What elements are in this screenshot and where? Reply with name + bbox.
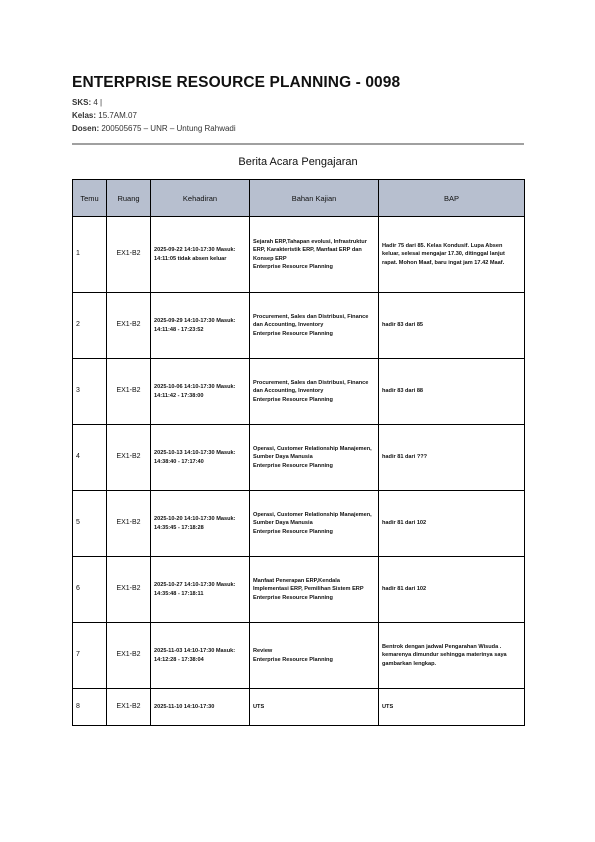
cell-bap: Hadir 75 dari 85. Kelas Kondusif. Lupa Absen keluar, selesai mengajar 17.30, ditinggal lanjut rapat. Mohon Maaf, baru ingat jam 17.42 Maaf. — [379, 217, 525, 293]
cell-ruang: EX1-B2 — [107, 359, 151, 425]
bahan-course: Enterprise Resource Planning — [253, 528, 333, 535]
cell-bahan-kajian — [250, 425, 379, 491]
bahan-course: Enterprise Resource Planning — [253, 330, 333, 337]
cell-temu: 8 — [73, 689, 107, 726]
table-row — [73, 491, 525, 557]
cell-bap: hadir 83 dari 88 — [379, 359, 525, 425]
bahan-topics: Operasi, Customer Relationship Manajemen, Sumber Daya Manusia — [253, 445, 372, 461]
table-row — [73, 217, 525, 293]
kelas-line — [72, 111, 137, 120]
cell-bap: hadir 83 dari 85 — [379, 293, 525, 359]
table-row — [73, 557, 525, 623]
cell-temu: 5 — [73, 491, 107, 557]
cell-bap: hadir 81 dari 102 — [379, 557, 525, 623]
dosen-label: Dosen: — [72, 124, 100, 133]
cell-kehadiran: 2025-10-06 14:10-17:30 Masuk: 14:11:42 - 17:38:00 — [151, 359, 250, 425]
bahan-topics: UTS — [253, 703, 265, 710]
bahan-course: Enterprise Resource Planning — [253, 462, 333, 469]
cell-ruang: EX1-B2 — [107, 217, 151, 293]
header-divider — [72, 143, 524, 145]
cell-ruang: EX1-B2 — [107, 293, 151, 359]
cell-kehadiran: 2025-11-03 14:10-17:30 Masuk: 14:12:28 - 17:38:04 — [151, 623, 250, 689]
bahan-topics: Review — [253, 648, 273, 655]
kelas-label: Kelas: — [72, 111, 97, 120]
bahan-topics: Procurement, Sales dan Distribusi, Finance dan Accounting, Inventory — [253, 379, 369, 395]
bahan-topics: Operasi, Customer Relationship Manajemen, Sumber Daya Manusia — [253, 511, 372, 527]
col-header-kehadiran: Kehadiran — [151, 180, 250, 217]
cell-ruang: EX1-B2 — [107, 425, 151, 491]
cell-kehadiran: 2025-10-20 14:10-17:30 Masuk: 14:35:45 - 17:18:28 — [151, 491, 250, 557]
cell-ruang: EX1-B2 — [107, 491, 151, 557]
dosen-value: 200505675 – UNR – Untung Rahwadi — [99, 124, 236, 133]
bahan-topics: Procurement, Sales dan Distribusi, Finance dan Accounting, Inventory — [253, 313, 369, 329]
bap-table — [72, 179, 525, 726]
cell-temu: 2 — [73, 293, 107, 359]
bahan-course: Enterprise Resource Planning — [253, 594, 333, 601]
kelas-value: 15.7AM.07 — [96, 111, 137, 120]
col-header-temu: Temu — [73, 180, 107, 217]
cell-kehadiran: 2025-09-22 14:10-17:30 Masuk: 14:11:05 tidak absen keluar — [151, 217, 250, 293]
cell-temu: 7 — [73, 623, 107, 689]
table-row — [73, 689, 525, 726]
cell-ruang: EX1-B2 — [107, 689, 151, 726]
cell-temu: 6 — [73, 557, 107, 623]
cell-kehadiran: 2025-10-27 14:10-17:30 Masuk: 14:35:48 - 17:18:11 — [151, 557, 250, 623]
col-header-ruang: Ruang — [107, 180, 151, 217]
cell-bap: Bentrok dengan jadwal Pengarahan Wisuda . kemarenya dimundur sehingga materinya saya gambarkan lengkap. — [379, 623, 525, 689]
cell-temu: 4 — [73, 425, 107, 491]
bahan-course: Enterprise Resource Planning — [253, 263, 333, 270]
cell-bahan-kajian — [250, 217, 379, 293]
bahan-topics: Manfaat Penerapan ERP,Kendala Implementasi ERP, Pemilihan Sistem ERP — [253, 577, 364, 593]
cell-kehadiran: 2025-11-10 14:10-17:30 — [151, 689, 250, 726]
course-title: ENTERPRISE RESOURCE PLANNING - 0098 — [72, 74, 401, 91]
bahan-course: Enterprise Resource Planning — [253, 396, 333, 403]
cell-bahan-kajian — [250, 623, 379, 689]
table-row — [73, 623, 525, 689]
table-row — [73, 293, 525, 359]
col-header-bap: BAP — [379, 180, 525, 217]
section-title: Berita Acara Pengajaran — [238, 156, 358, 168]
cell-kehadiran: 2025-09-29 14:10-17:30 Masuk: 14:11:48 - 17:23:52 — [151, 293, 250, 359]
cell-bahan-kajian — [250, 293, 379, 359]
sks-label: SKS: — [72, 98, 92, 107]
bahan-course: Enterprise Resource Planning — [253, 656, 333, 663]
cell-ruang: EX1-B2 — [107, 623, 151, 689]
cell-temu: 3 — [73, 359, 107, 425]
cell-bahan-kajian — [250, 557, 379, 623]
cell-kehadiran: 2025-10-13 14:10-17:30 Masuk: 14:38:40 - 17:17:40 — [151, 425, 250, 491]
col-header-bahan-kajian: Bahan Kajian — [250, 180, 379, 217]
sks-line — [72, 98, 102, 107]
cell-bahan-kajian — [250, 491, 379, 557]
cell-bahan-kajian — [250, 359, 379, 425]
dosen-line — [72, 124, 236, 133]
cell-ruang: EX1-B2 — [107, 557, 151, 623]
cell-temu: 1 — [73, 217, 107, 293]
sks-value: 4 | — [91, 98, 103, 107]
cell-bahan-kajian — [250, 689, 379, 726]
table-row — [73, 359, 525, 425]
cell-bap: UTS — [379, 689, 525, 726]
cell-bap: hadir 81 dari 102 — [379, 491, 525, 557]
table-row — [73, 425, 525, 491]
table-header-row — [73, 180, 525, 217]
bahan-topics: Sejarah ERP,Tahapan evolusi, Infrastruktur ERP, Karakteristik ERP, Manfaat ERP dan Konsep ERP — [253, 238, 367, 262]
cell-bap: hadir 81 dari ??? — [379, 425, 525, 491]
